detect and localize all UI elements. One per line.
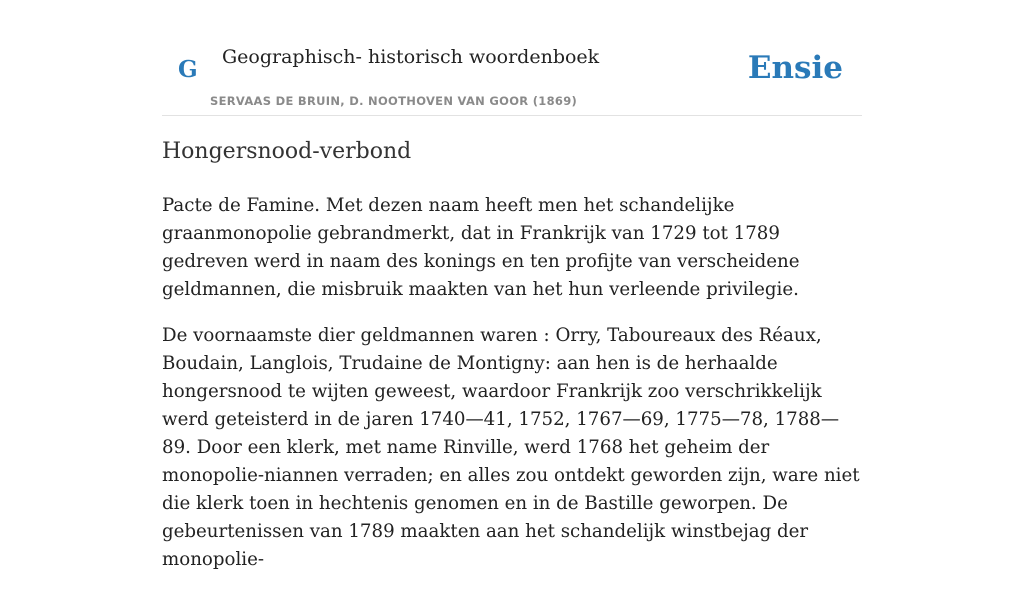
page-container <box>162 0 862 570</box>
book-author: SERVAAS DE BRUIN, D. NOOTHOVEN VAN GOOR (1869) <box>210 94 578 108</box>
book-title-link[interactable]: Geographisch- historisch woordenboek <box>222 46 600 68</box>
book-letter-icon[interactable]: G <box>178 56 198 83</box>
entry-paragraph: De voornaamste dier geldmannen waren : Orry, Taboureaux des Réaux, Boudain, Langlois, Trudaine de Montigny: aan hen is de herhaalde hongersnood te wijten geweest, waardoor Frankrijk zoo verschrikkelijk werd geteisterd in de jaren 1740—41, 1752, 1767—69, 1775—78, 1788—89. Door een klerk, met name Rinville, werd 1768 het geheim der monopolie-niannen verraden; en alles zou ontdekt geworden zijn, ware niet die klerk toen in hechtenis genomen en in de Bastille geworpen. De gebeurtenissen van 1789 maakten aan het schandelijk winstbejag der monopolie- <box>162 325 860 570</box>
entry-body <box>162 192 862 592</box>
book-header <box>162 0 862 116</box>
entry-paragraph: Pacte de Famine. Met dezen naam heeft men het schandelijke graanmonopolie gebrandmerkt, dat in Frankrijk van 1729 tot 1789 gedreven werd in naam des konings en ten profijte van verscheidene geldmannen, die misbruik maakten van het hun verleende privilegie. <box>162 195 800 300</box>
ensie-logo-link[interactable]: Ensie <box>747 50 843 86</box>
entry-title: Hongersnood-verbond <box>162 139 412 164</box>
